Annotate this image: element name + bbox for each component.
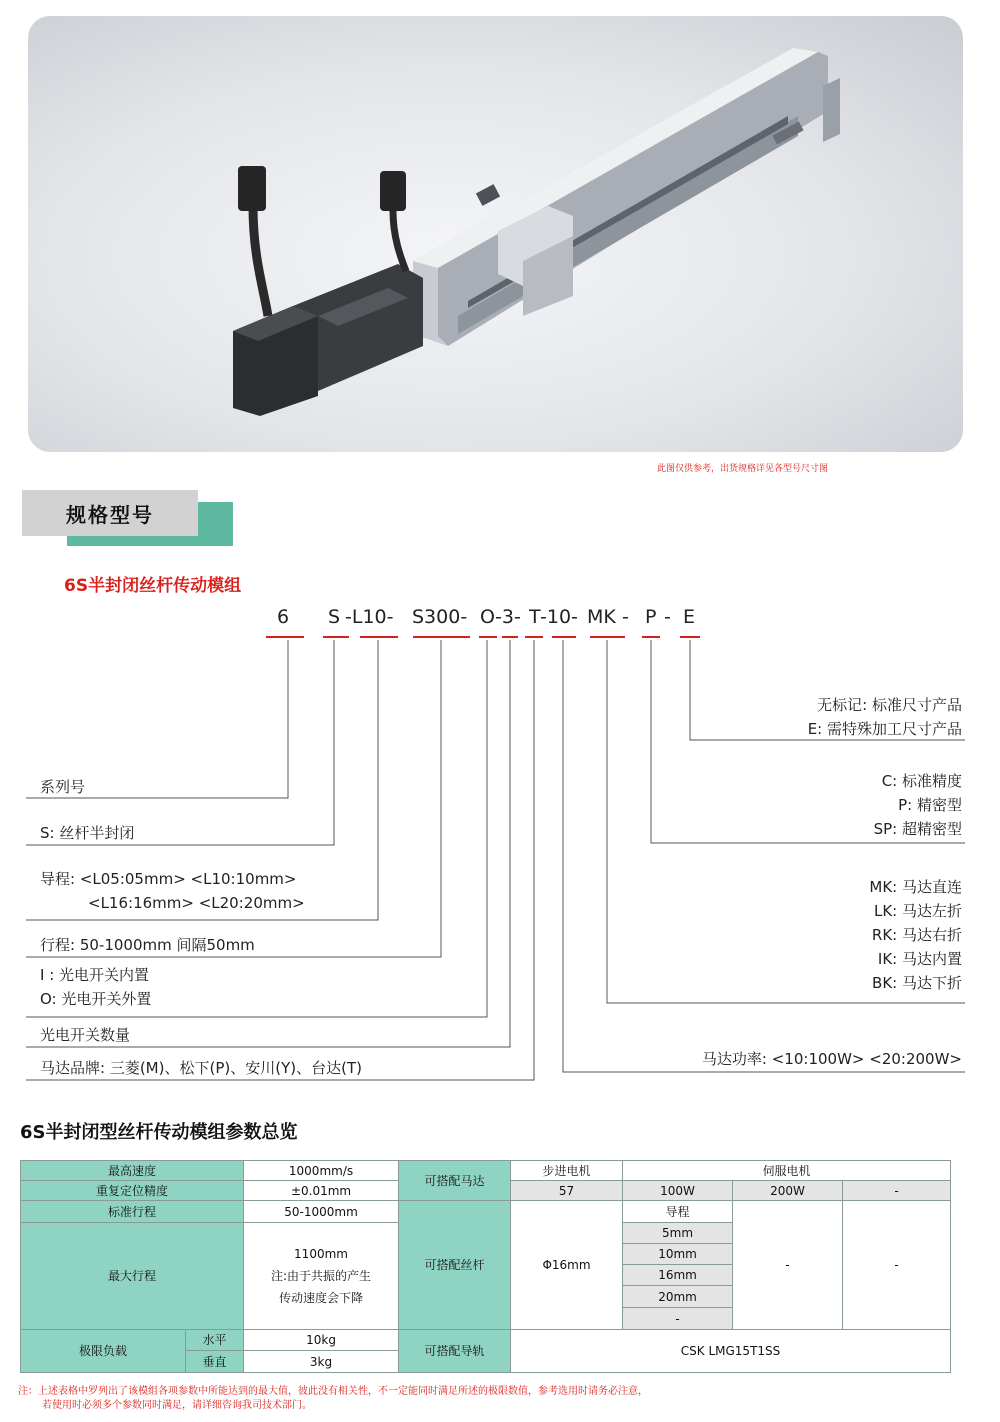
code-size: E	[683, 606, 696, 628]
code-power: -10-	[540, 606, 578, 628]
label-motor-brand: 马达品牌: 三菱(M)、松下(P)、安川(Y)、台达(T)	[40, 1059, 362, 1077]
footnote-line-1: 注：上述表格中罗列出了该模组各项参数中所能达到的最大值，彼此没有相关性，不一定能同时满足所述的极限数值，参考选用时请务必注意，	[18, 1386, 648, 1397]
code-mount: MK	[587, 606, 616, 628]
cell-servo-dash: -	[843, 1181, 951, 1201]
cell-std-stroke: 50-1000mm	[244, 1201, 399, 1223]
cell-std-stroke-label: 标准行程	[21, 1201, 244, 1223]
cell-repeat-label: 重复定位精度	[21, 1181, 244, 1201]
max-stroke-value: 1100mm	[294, 1247, 348, 1261]
cell-guide-label: 可搭配导轨	[399, 1330, 511, 1373]
leader-brand	[26, 640, 534, 1080]
cell-dash-a: -	[733, 1201, 843, 1330]
cell-lead-20: 20mm	[623, 1286, 733, 1308]
cell-vertical-label: 垂直	[186, 1351, 244, 1373]
code-series: 6	[277, 606, 290, 628]
cell-max-speed-label: 最高速度	[21, 1161, 244, 1181]
code-precision: P	[645, 606, 657, 628]
label-sensor-2: O: 光电开关外置	[40, 990, 152, 1008]
label-size-1: 无标记: 标准尺寸产品	[817, 696, 962, 714]
label-size-2: E: 需特殊加工尺寸产品	[807, 720, 962, 738]
table-title: 6S半封闭型丝杆传动模组参数总览	[20, 1122, 298, 1143]
cell-servo-200: 200W	[733, 1181, 843, 1201]
cell-lead-16: 16mm	[623, 1265, 733, 1286]
cell-dash-b: -	[843, 1201, 951, 1330]
cell-guide: CSK LMG15T1SS	[511, 1330, 951, 1373]
model-title: 6S半封闭丝杆传动模组	[64, 576, 242, 596]
label-mount-1: MK: 马达直连	[869, 878, 962, 896]
label-lead-1: 导程: <L05:05mm> <L10:10mm>	[40, 870, 297, 888]
cell-lead-10: 10mm	[623, 1244, 733, 1265]
code-sensor-qty: -3-	[495, 606, 521, 628]
cell-horizontal: 10kg	[244, 1330, 399, 1351]
cell-screw-dia: Φ16mm	[511, 1201, 623, 1330]
cell-screw-label: 可搭配丝杆	[399, 1201, 511, 1330]
label-sensor-qty: 光电开关数量	[40, 1026, 131, 1044]
cell-stepper: 步进电机	[511, 1161, 623, 1181]
label-stroke: 行程: 50-1000mm 间隔50mm	[40, 936, 255, 954]
cell-max-stroke	[244, 1223, 399, 1330]
cell-horizontal-label: 水平	[186, 1330, 244, 1351]
label-mount-5: BK: 马达下折	[872, 974, 962, 992]
cell-lead-label: 导程	[623, 1201, 733, 1223]
label-sensor-1: I : 光电开关内置	[40, 966, 150, 984]
photo-note: 此图仅供参考，出货规格详见各型号尺寸图	[656, 464, 828, 474]
leader-series	[26, 640, 288, 798]
label-screw: S: 丝杆半封闭	[40, 824, 135, 842]
label-mount-4: IK: 马达内置	[877, 950, 962, 968]
cell-motor-label: 可搭配马达	[399, 1161, 511, 1201]
cell-load-label: 极限负载	[21, 1330, 186, 1373]
label-series: 系列号	[40, 778, 86, 796]
code-stroke: S300-	[412, 606, 468, 628]
code-dash: -	[622, 606, 629, 628]
cell-max-stroke-label: 最大行程	[21, 1223, 244, 1330]
label-accuracy-2: P: 精密型	[898, 796, 962, 814]
max-stroke-note-2: 传动速度会下降	[279, 1291, 364, 1305]
label-power: 马达功率: <10:100W> <20:200W>	[701, 1050, 962, 1068]
label-mount-3: RK: 马达右折	[871, 926, 962, 944]
code-brand: T	[529, 606, 541, 628]
cell-max-speed: 1000mm/s	[244, 1161, 399, 1181]
cell-stepper-57: 57	[511, 1181, 623, 1201]
label-accuracy-3: SP: 超精密型	[873, 820, 962, 838]
spec-table	[20, 1160, 951, 1373]
footnote-line-2: 若使用时必须多个参数同时满足，请详细咨询我司技术部门。	[42, 1400, 312, 1411]
cell-servo-100: 100W	[623, 1181, 733, 1201]
section-title: 规格型号	[66, 502, 154, 527]
label-mount-2: LK: 马达左折	[873, 902, 962, 920]
cell-vertical: 3kg	[244, 1351, 399, 1373]
cell-lead-dash: -	[623, 1308, 733, 1330]
cell-servo: 伺服电机	[623, 1161, 951, 1181]
label-accuracy-1: C: 标准精度	[881, 772, 962, 790]
code-screw: S	[328, 606, 341, 628]
cell-repeat: ±0.01mm	[244, 1181, 399, 1201]
code-lead: -L10-	[345, 606, 394, 628]
max-stroke-note-1: 注:由于共振的产生	[270, 1269, 372, 1283]
label-lead-2: <L16:16mm> <L20:20mm>	[88, 894, 305, 912]
cell-lead-5: 5mm	[623, 1223, 733, 1244]
footnote	[18, 1385, 648, 1413]
code-dash: -	[664, 606, 671, 628]
code-sensor: O	[480, 606, 495, 628]
